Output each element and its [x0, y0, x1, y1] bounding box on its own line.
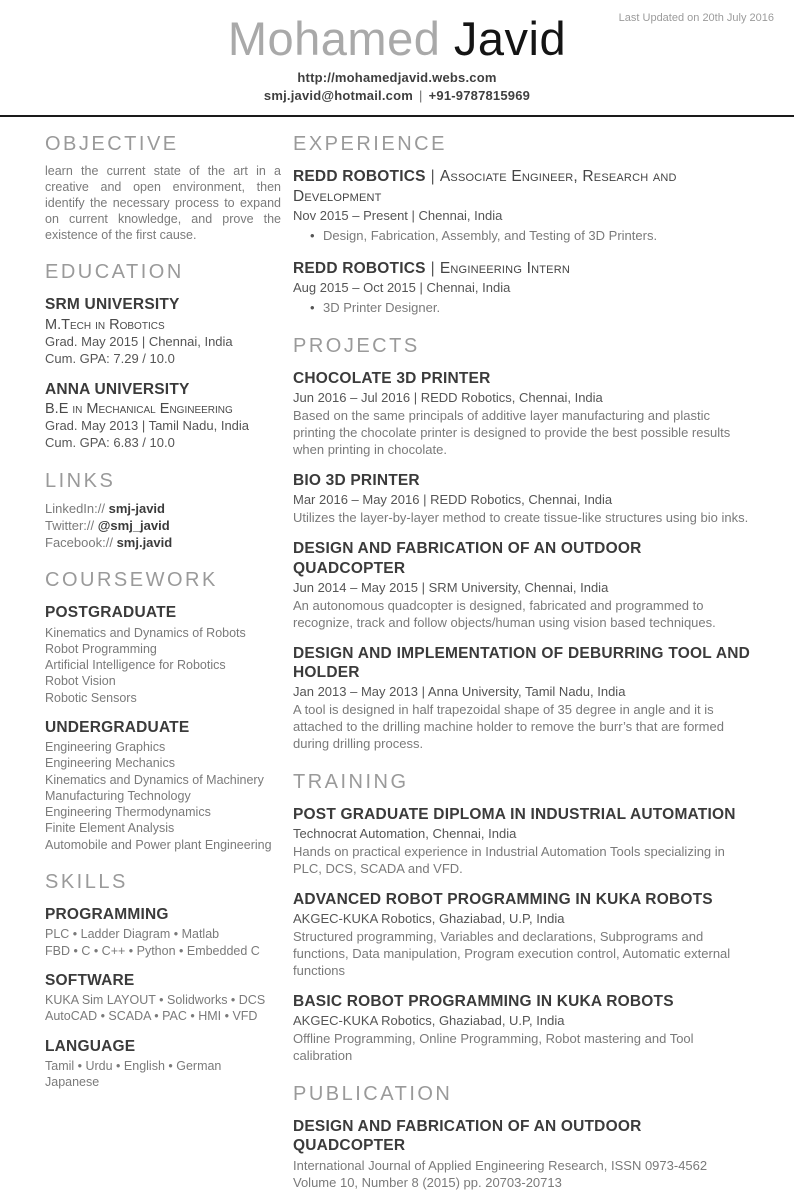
school-name: SRM UNIVERSITY	[45, 296, 180, 314]
training-org: AKGEC-KUKA Robotics, Ghaziabad, U.P, India	[293, 911, 565, 927]
skill-line: PLC • Ladder Diagram • Matlab	[45, 927, 220, 942]
publication-desc: International Journal of Applied Engineering Research, ISSN 0973-4562 Volume 10, Number 8 (2015) pp. 20703-20713	[293, 1157, 708, 1190]
facebook-link[interactable]: smj.javid	[116, 534, 173, 550]
degree: B.E in Mechanical Engineering	[45, 400, 233, 417]
grad-line: Grad. May 2013 | Tamil Nadu, India	[45, 417, 250, 433]
job-entry	[293, 259, 750, 317]
twitter-label: Twitter://	[45, 517, 95, 533]
section-title-education: EDUCATION	[45, 261, 184, 284]
skills-group-title: PROGRAMMING	[45, 905, 169, 923]
project-title: BIO 3D PRINTER	[293, 471, 420, 489]
section-title-experience: EXPERIENCE	[293, 133, 447, 156]
project-date: Jan 2013 – May 2013 | Anna University, Tamil Nadu, India	[293, 684, 626, 700]
skill-line: AutoCAD • SCADA • PAC • HMI • VFD	[45, 1009, 258, 1024]
course-item: Engineering Thermodynamics	[45, 805, 211, 820]
email-link[interactable]: smj.javid@hotmail.com	[263, 88, 414, 104]
course-item: Engineering Graphics	[45, 740, 166, 755]
job-role: Engineering Intern	[439, 259, 570, 277]
skill-line: FBD • C • C++ • Python • Embedded C	[45, 943, 260, 958]
course-item: Manufacturing Technology	[45, 788, 191, 803]
link-row	[45, 517, 281, 534]
header	[0, 0, 794, 103]
section-title-objective: OBJECTIVE	[45, 133, 179, 156]
job-bullet: • Design, Fabrication, Assembly, and Testing of 3D Printers.	[323, 228, 750, 245]
link-row	[45, 500, 281, 517]
project-title: DESIGN AND IMPLEMENTATION OF DEBURRING TOOL AND HOLDER	[293, 644, 750, 681]
facebook-label: Facebook://	[45, 534, 113, 550]
coursework-group-title: UNDERGRADUATE	[45, 718, 190, 736]
course-item: Robot Vision	[45, 674, 116, 689]
objective-text: learn the current state of the art in a creative and open environment, then identify the necessary process to expand on current knowledge, and prove the existence of the first cause.	[45, 164, 281, 243]
project-entry	[293, 471, 750, 527]
publication-entry	[293, 1117, 750, 1192]
job-date: Nov 2015 – Present | Chennai, India	[293, 208, 503, 224]
project-desc: An autonomous quadcopter is designed, fabricated and programmed to recognize, track and follow objects/human using vision based techniques.	[293, 597, 716, 630]
training-entry	[293, 805, 750, 878]
training-title: BASIC ROBOT PROGRAMMING IN KUKA ROBOTS	[293, 992, 674, 1010]
project-date: Jun 2014 – May 2015 | SRM University, Chennai, India	[293, 579, 609, 595]
gpa-line: Cum. GPA: 6.83 / 10.0	[45, 434, 175, 450]
job-bullets	[293, 228, 750, 245]
content-columns	[0, 117, 794, 1202]
course-item: Engineering Mechanics	[45, 756, 175, 771]
skill-line: Tamil • Urdu • English • German	[45, 1059, 222, 1073]
training-title: ADVANCED ROBOT PROGRAMMING IN KUKA ROBOTS	[293, 890, 713, 908]
coursework-group-title: POSTGRADUATE	[45, 604, 177, 622]
skills-group-title: LANGUAGE	[45, 1037, 136, 1055]
section-title-coursework: COURSEWORK	[45, 569, 218, 592]
training-desc: Hands on practical experience in Industrial Automation Tools specializing in PLC, DCS, SCADA and VFD.	[293, 844, 725, 877]
link-row	[45, 534, 281, 551]
training-org: AKGEC-KUKA Robotics, Ghaziabad, U.P, India	[293, 1013, 565, 1029]
website-link[interactable]: http://mohamedjavid.webs.com	[297, 70, 497, 86]
job-role: Associate Engineer, Research and Development	[293, 168, 677, 205]
course-item: Finite Element Analysis	[45, 821, 175, 836]
course-item: Automobile and Power plant Engineering	[45, 837, 272, 852]
skill-line: Japanese	[45, 1075, 100, 1090]
project-entry	[293, 539, 750, 631]
section-title-projects: PROJECTS	[293, 335, 420, 358]
grad-line: Grad. May 2015 | Chennai, India	[45, 333, 233, 349]
school-name: ANNA UNIVERSITY	[45, 380, 190, 398]
section-title-publication: PUBLICATION	[293, 1082, 453, 1105]
project-entry	[293, 369, 750, 459]
training-desc: Structured programming, Variables and declarations, Subprograms and functions, Data manipulation, Program execution control, Automatic external functions	[293, 929, 731, 978]
course-item: Robotic Sensors	[45, 690, 137, 705]
pipe-separator: |	[430, 259, 435, 277]
project-date: Mar 2016 – May 2016 | REDD Robotics, Chennai, India	[293, 492, 613, 508]
training-org: Technocrat Automation, Chennai, India	[293, 826, 517, 842]
education-entry	[45, 295, 281, 367]
course-item: Kinematics and Dynamics of Machinery	[45, 772, 264, 787]
course-item: Artificial Intelligence for Robotics	[45, 658, 226, 672]
name-first: Mohamed	[227, 12, 441, 65]
training-entry	[293, 992, 750, 1065]
job-entry	[293, 167, 750, 245]
course-item: Robot Programming	[45, 641, 157, 656]
section-title-links: LINKS	[45, 469, 116, 492]
training-title: POST GRADUATE DIPLOMA IN INDUSTRIAL AUTOMATION	[293, 805, 736, 823]
left-column	[45, 131, 281, 1202]
project-date: Jun 2016 – Jul 2016 | REDD Robotics, Chennai, India	[293, 390, 603, 406]
degree: M.Tech in Robotics	[45, 316, 165, 333]
contact-line	[0, 88, 794, 103]
course-item: Kinematics and Dynamics of Robots	[45, 625, 246, 640]
project-desc: Based on the same principals of additive layer manufacturing and plastic printing the chocolate printer is designed to provide the best possible results when printing in chocolate.	[293, 408, 731, 458]
project-desc: A tool is designed in half trapezoidal shape of 35 degree in angle and it is attached to the drilling machine holder to remove the burr’s that are formed during drilling process.	[293, 702, 724, 751]
linkedin-label: LinkedIn://	[45, 500, 105, 516]
education-entry	[45, 380, 281, 452]
job-bullet: • 3D Printer Designer.	[323, 300, 750, 317]
section-title-skills: SKILLS	[45, 870, 128, 893]
linkedin-link[interactable]: smj-javid	[108, 500, 165, 516]
project-title: CHOCOLATE 3D PRINTER	[293, 370, 491, 388]
job-date: Aug 2015 – Oct 2015 | Chennai, India	[293, 280, 511, 296]
phone-link[interactable]: +91-9787815969	[428, 88, 531, 104]
job-bullets	[293, 300, 750, 317]
twitter-link[interactable]: @smj_javid	[97, 517, 170, 533]
pipe-separator: |	[419, 88, 423, 104]
name-last: Javid	[453, 12, 567, 65]
section-title-training: TRAINING	[293, 770, 409, 793]
skill-line: KUKA Sim LAYOUT • Solidworks • DCS	[45, 993, 266, 1008]
project-desc: Utilizes the layer-by-layer method to create tissue-like structures using bio inks.	[293, 510, 749, 526]
training-desc: Offline Programming, Online Programming, Robot mastering and Tool calibration	[293, 1031, 694, 1063]
gpa-line: Cum. GPA: 7.29 / 10.0	[45, 350, 175, 366]
project-entry	[293, 644, 750, 753]
pipe-separator: |	[430, 168, 435, 186]
training-entry	[293, 890, 750, 980]
last-updated: Last Updated on 20th July 2016	[618, 12, 774, 24]
skills-group-title: SOFTWARE	[45, 971, 135, 989]
company-name: REDD ROBOTICS	[293, 259, 426, 277]
job-heading	[293, 259, 750, 278]
right-column	[293, 131, 750, 1202]
job-heading	[293, 167, 750, 206]
project-title: DESIGN AND FABRICATION OF AN OUTDOOR QUADCOPTER	[293, 540, 642, 577]
publication-title: DESIGN AND FABRICATION OF AN OUTDOOR QUADCOPTER	[293, 1117, 642, 1155]
company-name: REDD ROBOTICS	[293, 168, 426, 186]
